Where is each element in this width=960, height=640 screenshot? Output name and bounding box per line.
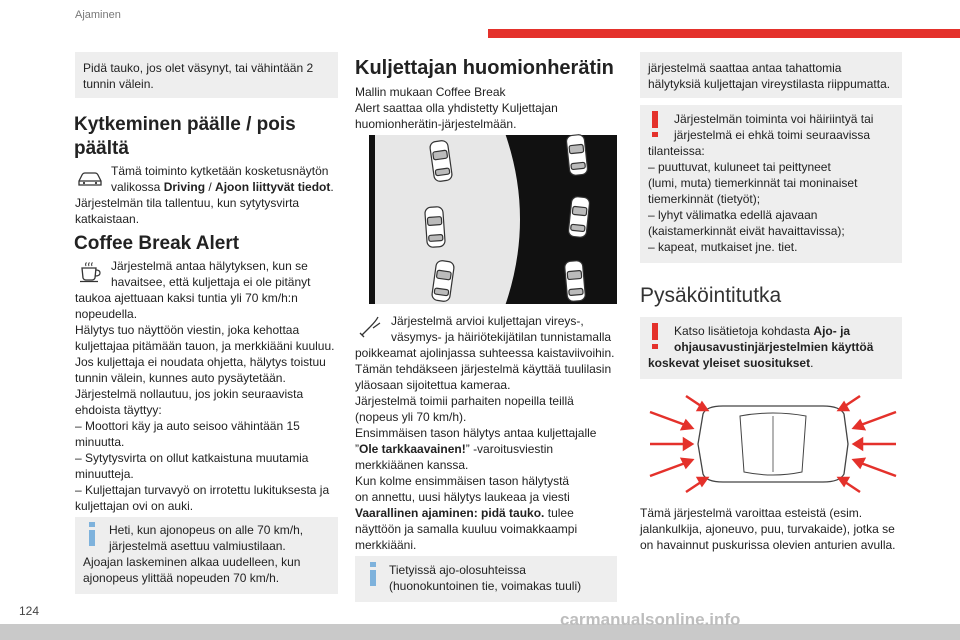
attention-body-indent: Järjestelmä arvioi kuljettajan vireys-, väsymys- ja häiriötekijätilan tunnistamalla — [391, 314, 612, 344]
coffee-text-indent: Järjestelmä antaa hälytyksen, kun se havaitsee, että kuljettaja ei ole pitänyt — [111, 259, 311, 289]
car-top-view — [698, 406, 848, 482]
page-number: 124 — [19, 604, 40, 618]
header-accent-bar — [488, 29, 960, 38]
lane-drift-illustration — [355, 133, 617, 306]
parking-sensors-body: Tämä järjestelmä varoittaa esteistä (esim. jalankulkija, ajoneuvo, puu, turvakaide), jotka se on havainnut puskurissa olevien anturien avulla. — [640, 506, 896, 552]
steering-wheel-icon — [356, 313, 384, 341]
watermark: carmanualsonline.info — [560, 610, 741, 629]
warning-box-conditions-text: Järjestelmän toiminta voi häiriintyä tai järjestelmä ei ehkä toimi seuraavissa tilanteissa: – puuttuvat, kuluneet tai peittyneet (lumi, muta) tiemerkinnät tai moninaiset tiemerkinnät (tietyöt); – lyhyt välimatka edellä ajavaan (kaistamerkinnät eivät havaittavissa); – kapeat, mutkaiset jne. tiet. — [648, 112, 874, 254]
car-settings-icon — [75, 166, 105, 190]
footer-strip — [0, 624, 960, 640]
switch-text: Tämä toiminto kytketään kosketusnäytön valikossa Driving / Ajoon liittyvät tiedot. — [111, 164, 334, 194]
parking-sensor-car-illustration — [648, 394, 898, 494]
alert-level-2-line: Vaarallinen ajaminen: pidä tauko. tulee — [355, 506, 574, 520]
warning-box-see-also-text: Katso lisätietoja kohdasta Ajo- ja ohjausavustinjärjestelmien käyttöä koskevat yleiset suositukset. — [648, 324, 874, 370]
tip-text: Pidä tauko, jos olet väsynyt, tai vähintään 2 tunnin välein. — [83, 61, 314, 91]
running-header: Ajaminen — [75, 9, 121, 21]
switch-rest: Järjestelmän tila tallentuu, kun sytytysvirta katkaistaan. — [75, 196, 300, 226]
heading-switch-line2: päältä — [74, 138, 129, 159]
heading-driver-attention: Kuljettajan huomionherätin — [355, 57, 614, 79]
heading-switch-line1: Kytkeminen päälle / pois — [74, 114, 296, 135]
coffee-cup-icon — [76, 258, 104, 284]
info-box-speed-text: Heti, kun ajonopeus on alle 70 km/h, järjestelmä asettuu valmiustilaan. Ajoajan laskeminen alkaa uudelleen, kun ajonopeus ylittää nopeuden 70 km/h. — [83, 523, 304, 585]
info-icon — [369, 562, 377, 586]
info-box-continued-text: järjestelmä saattaa antaa tahattomia hälytyksiä kuljettajan vireystilasta riippumatta. — [648, 61, 891, 91]
info-box-conditions-text: Tietyissä ajo-olosuhteissa (huonokuntoinen tie, voimakas tuuli) — [389, 563, 582, 593]
intro-text: Mallin mukaan Coffee Break Alert saattaa olla yhdistetty Kuljettajan huomionherätin-järjestelmään. — [355, 85, 558, 131]
heading-switch — [74, 113, 296, 161]
attention-body: poikkeamat ajolinjassa suhteessa kaistaviivoihin. Tämän tehdäkseen järjestelmä käyttää tuulilasin yläosaan sijoitettua kameraa. Järjestelmä toimii parhaiten nopeilla teillä (nopeus yli 70 km/h). Ensimmäisen tason hälytys antaa kuljettajalle ”Ole tarkkaavainen!” -varoitusviestin merkkiäänen kanssa. Kun kolme ensimmäisen tason hälytystä on annettu, uusi hälytys laukeaa ja viesti Vaarallinen ajaminen: pidä tauko. tulee näyttöön ja samalla kuuluu voimakkaampi merkkiääni. — [355, 345, 625, 553]
heading-coffee-break: Coffee Break Alert — [74, 233, 240, 254]
heading-parking-sensors: Pysäköintitutka — [640, 284, 782, 307]
alert-level-1-line: ”Ole tarkkaavainen!” -varoitusviestin — [355, 442, 554, 456]
coffee-text: taukoa ajettuaan kaksi tuntia yli 70 km/h:n nopeudella. Hälytys tuo näyttöön viestin, joka kehottaa kuljettajaa pitämään tauon, ja merkkiääni kuuluu. Jos kuljettaja ei noudata ohjetta, hälytys toistuu tunnin välein, kunnes auto pysäytetään. Järjestelmä nollautuu, jos jokin seuraavista ehdoista täyttyy: – Moottori käy ja auto seisoo vähintään 15 minuutta. – Sytytysvirta on ollut katkaistuna muutamia minuutteja. – Kuljettajan turvavyö on irrotettu lukituksesta ja kuljettajan ovi on auki. — [75, 291, 335, 513]
